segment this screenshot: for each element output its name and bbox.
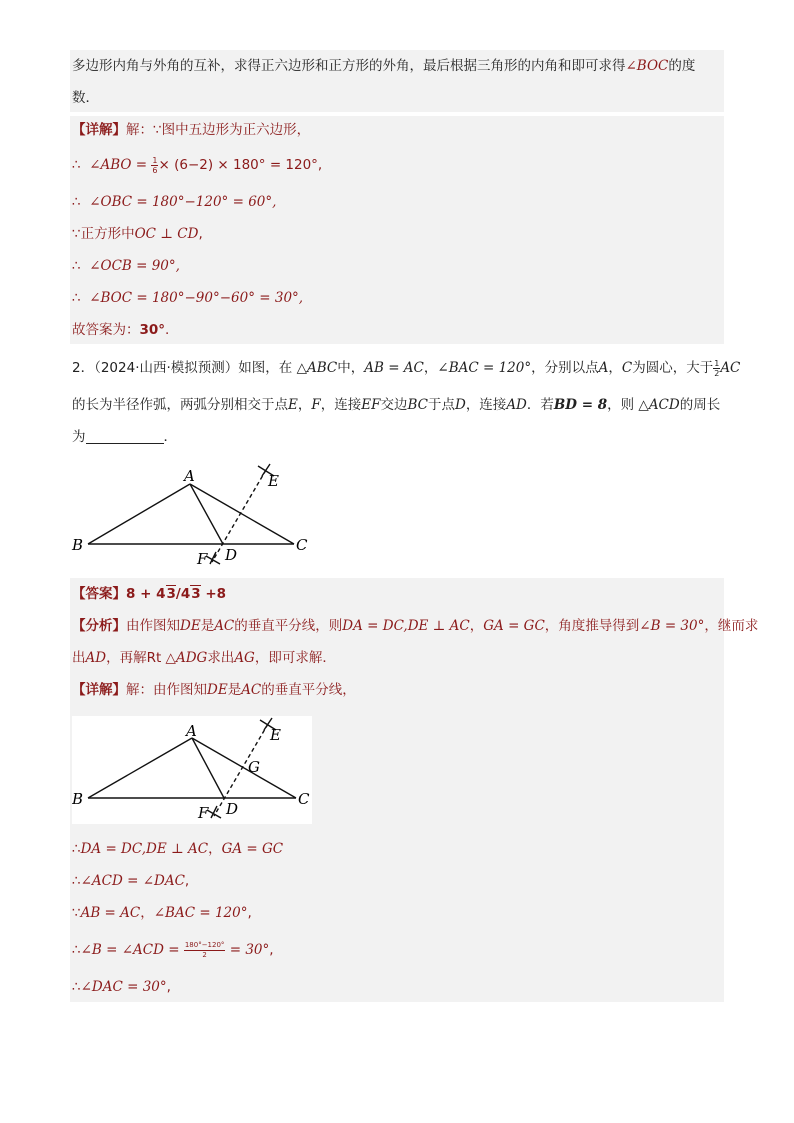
solution-step-2: ∴∠ACD = ∠DAC, (72, 873, 190, 889)
solution-step-4: ∴∠B = ∠ACD = $\frac{180^\circ-120^\circ}{2}$ = 30°, (72, 940, 274, 959)
detail-tag: 【详解】 (72, 122, 126, 138)
question-line-3: 为 ． (72, 429, 177, 445)
label-c-2: C (298, 790, 310, 808)
analysis-tag: 【分析】 (72, 618, 126, 634)
label-g-2: G (248, 758, 260, 776)
step-2: ∴ ∠OBC = 180°−120° = 60°, (72, 194, 277, 210)
solution-step-5: ∴∠DAC = 30°, (72, 979, 171, 995)
segment-ab (88, 484, 190, 544)
label-f: F (197, 550, 208, 568)
detail-tag-2: 【详解】 (72, 682, 126, 698)
analysis-line-1: 多边形内角与外角的互补，求得正六边形和正方形的外角，最后根据三角形的内角和即可求得∠BOC的度 (72, 58, 696, 74)
label-a: A (184, 467, 195, 485)
question-line-2: 的长为半径作弧，两弧分别相交于点E，F，连接EF交边BC于点D，连接AD．若BD = 8，则 △ACD的周长 (72, 397, 721, 413)
fraction-one-sixth: $\frac{1}{6}$ (152, 155, 158, 175)
arc-mark-f-2 (207, 806, 221, 818)
segment-ac (190, 484, 294, 544)
step-1: ∴ ∠ABO = $\frac{1}{6}$ × (6−2) × 180° = 120°, (72, 155, 323, 175)
solution-step-1: ∴DA = DC,DE ⊥ AC，GA = GC (72, 841, 284, 857)
step-3: ∵正方形中OC ⊥ CD, (72, 226, 203, 242)
label-f-2: F (198, 804, 209, 822)
step-4: ∴ ∠OCB = 90°, (72, 258, 180, 274)
arc-mark-f (206, 552, 220, 564)
analysis-2-line-1: 【分析】由作图知DE是AC的垂直平分线，则DA = DC,DE ⊥ AC，GA = GC，角度推导得到∠B = 30°，继而求 (72, 618, 759, 634)
fraction-one-half: $\frac{1}{2}$ (714, 358, 720, 378)
solution-step-3: ∵AB = AC，∠BAC = 120°, (72, 905, 252, 921)
answer-line-2: 【答案】8 + 43/43 +8 (72, 586, 227, 602)
answer-tag: 【答案】 (72, 586, 126, 602)
analysis-2-line-2: 出AD，再解Rt △ADG求出AG，即可求解． (72, 650, 336, 666)
fraction-angle: $\frac{180^\circ-120^\circ}{2}$ (184, 940, 225, 959)
label-e: E (268, 472, 279, 490)
detail-line: 【详解】解：∵图中五边形为正六边形， (72, 122, 311, 138)
segment-ef-dashed (212, 470, 266, 562)
figure-triangle-2 (72, 716, 312, 824)
question-line-1: 2．（2024·山西·模拟预测）如图，在 △ABC中，AB = AC，∠BAC = 120°，分别以点A，C为圆心，大于 $\frac{1}{2}$ AC (72, 358, 741, 378)
answer-blank (86, 429, 164, 444)
label-a-2: A (186, 722, 197, 740)
detail-2-line: 【详解】解：由作图知DE是AC的垂直平分线， (72, 682, 356, 698)
label-c: C (296, 536, 308, 554)
segment-ab-2 (88, 738, 192, 798)
label-b-2: B (72, 790, 84, 808)
answer-line-1: 故答案为：30°. (72, 322, 170, 338)
analysis-line-2: 数． (72, 90, 99, 106)
step-5: ∴ ∠BOC = 180°−90°−60° = 30°, (72, 290, 304, 306)
label-e-2: E (270, 726, 281, 744)
label-b: B (72, 536, 84, 554)
label-d: D (225, 546, 238, 564)
figure-triangle-1 (70, 460, 330, 572)
label-d-2: D (226, 800, 239, 818)
